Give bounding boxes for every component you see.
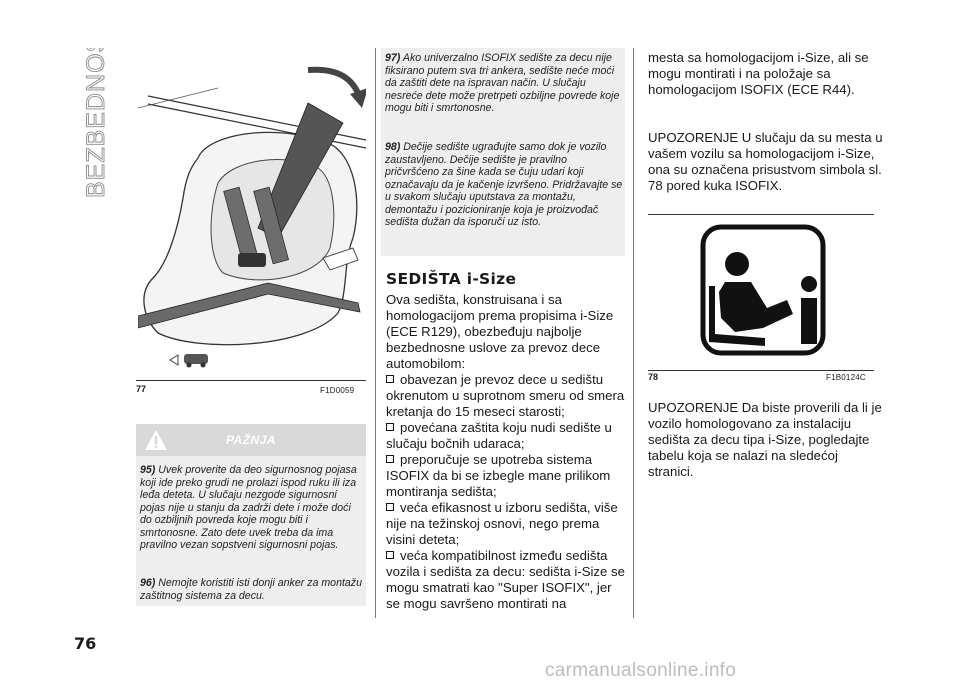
checkbox-bullet-icon (386, 455, 394, 463)
bullet-text: veća efikasnost u izboru sedišta, više nije na težinskoj osnovi, nego prema visini deteta; (386, 500, 618, 547)
note-98 (385, 141, 623, 229)
warning-header (136, 424, 366, 456)
note-number: 98) (385, 141, 401, 153)
checkbox-bullet-icon (386, 423, 394, 431)
notes-box (381, 48, 625, 256)
bullet-item (386, 452, 626, 500)
bullet-text: obavezan je prevoz dece u sedištu okrenutom u suprotnom smeru od smera kretanja do 15 meseci starosti; (386, 372, 625, 419)
figure-77-number: 77 (136, 384, 147, 394)
isize-intro: Ova sedišta, konstruisana i sa homologacijom prema propisima i-Size (ECE R129), obezbeđuju najbolje bezbednosne uslove za prevoz dece automobilom: (386, 292, 614, 371)
figure-77-code: F1D0059 (320, 386, 355, 395)
col3-paragraph-2: UPOZORENJE U slučaju da su mesta u vašem vozilu sa homologacijom i-Size, ona su označena prisustvom simbola sl. 78 pored kuka ISOFIX. (648, 130, 883, 193)
section-heading: SEDIŠTA i-Size (386, 270, 517, 288)
isize-symbol-icon (695, 222, 830, 357)
bullet-item (386, 500, 626, 548)
col3-paragraph-1: mesta sa homologacijom i-Size, ali se mogu montirati i na položaje sa homologacijom ISOFIX (ECE R44). (648, 50, 869, 97)
page-number: 76 (74, 634, 97, 653)
isize-body (386, 292, 626, 612)
warning-note-95 (140, 464, 364, 552)
column-divider (633, 48, 634, 618)
bullet-text: preporučuje se upotreba sistema ISOFIX da bi se izbegle mane prilikom montiranja sedišta; (386, 452, 611, 499)
bullet-text: veća kompatibilnost između sedišta vozila i sedišta za decu: sedišta i-Size se mogu smatrati kao "Super ISOFIX", jer se mogu savršeno montirati na (386, 548, 625, 611)
warning-title: PAŽNJA (225, 433, 277, 447)
child-seat-illustration (138, 48, 366, 378)
bullet-item (386, 548, 626, 612)
section-title-text: BEZBEDNOST (82, 48, 110, 198)
figure-77 (138, 48, 366, 378)
warning-body (136, 456, 366, 606)
column-divider (375, 48, 376, 618)
bullet-item (386, 420, 626, 452)
figure-78-code: F1B0124C (826, 373, 866, 382)
figure-77-rule (136, 380, 366, 381)
watermark: carmanualsonline.info (545, 660, 737, 681)
bullet-text: povećana zaštita koju nudi sedište u slučaju bočnih udaraca; (386, 420, 612, 451)
note-number: 96) (140, 577, 156, 589)
checkbox-bullet-icon (386, 551, 394, 559)
note-text: Ako univerzalno ISOFIX sedište za decu nije fiksirano putem sva tri ankera, sedište neće moći da zaštiti dete na ispravan način. U slučaju nesreće dete može pretrpeti ozbiljne povrede koje mogu biti i smrtonosne. (385, 52, 620, 114)
figure-78-bottom-rule (648, 370, 874, 371)
warning-box (136, 424, 366, 606)
checkbox-bullet-icon (386, 375, 394, 383)
warning-note-96 (140, 577, 364, 602)
note-text: Dečije sedište ugrađujte samo dok je vozilo zaustavljeno. Dečije sedište je pravilno pričvršćeno za šine kada se čuju udari koji označavaju da je kačenje izvršeno. Pridržavajte se u svakom slučaju uputstava za montažu, demontažu i pozicioniranje koja je proizvođač sedišta dužan da isporuči uz isto. (385, 141, 623, 228)
note-text: Uvek proverite da deo sigurnosnog pojasa koji ide preko grudi ne prolazi ispod ruku ili iza leđa deteta. U slučaju nezgode sigurnosni pojas nije u stanju da zadrži dete i može doći do ozbiljnih povreda koje mogu biti i smrtonosne. Zato dete uvek treba da ima pravilno vezan sopstveni sigurnosni pojas. (140, 464, 357, 551)
figure-78 (695, 222, 830, 357)
note-text: Nemojte koristiti isti donji anker za montažu zaštitnog sistema za decu. (140, 577, 362, 602)
note-number: 95) (140, 464, 156, 476)
bullet-item (386, 372, 626, 420)
figure-78-top-rule (648, 214, 874, 215)
note-97 (385, 52, 623, 115)
section-title (72, 48, 132, 208)
col3-paragraph-3: UPOZORENJE Da biste proverili da li je vozilo homologovano za instalaciju sedišta za decu tipa i-Size, pogledajte tabelu koja se nalazi na sledećoj stranici. (648, 400, 882, 479)
checkbox-bullet-icon (386, 503, 394, 511)
figure-78-number: 78 (648, 372, 659, 382)
note-number: 97) (385, 52, 401, 64)
car-orientation-icon (170, 354, 208, 368)
